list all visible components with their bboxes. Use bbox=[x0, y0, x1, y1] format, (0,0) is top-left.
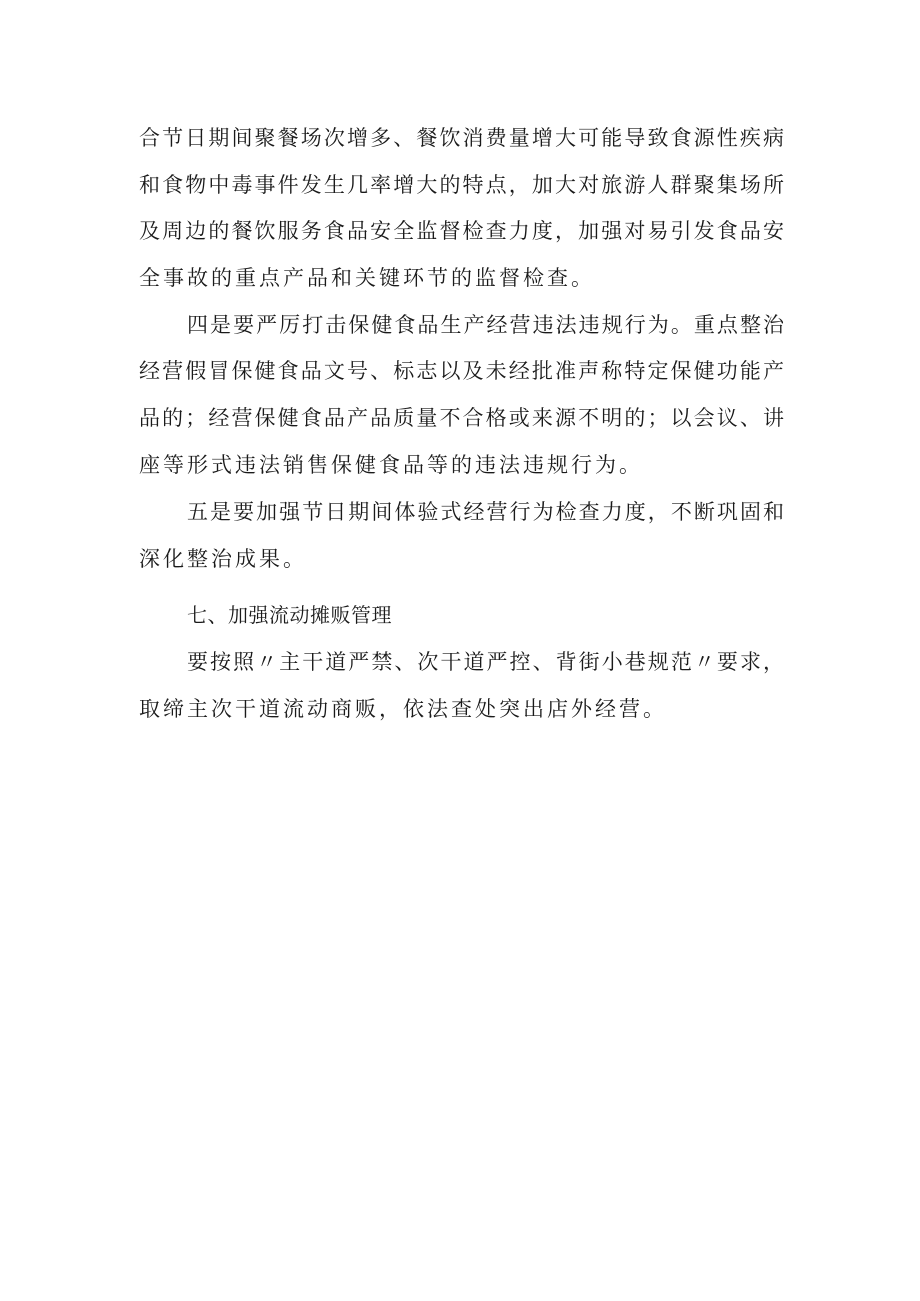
paragraph-line: 及周边的餐饮服务食品安全监督检查力度，加强对易引发食品安 bbox=[139, 219, 784, 243]
paragraph-line: 经营假冒保健食品文号、标志以及未经批准声称特定保健功能产 bbox=[139, 359, 784, 383]
paragraph-line: 取缔主次干道流动商贩，依法查处突出店外经营。 bbox=[139, 697, 667, 721]
paragraph-line: 五是要加强节日期间体验式经营行为检查力度，不断巩固和 bbox=[187, 500, 784, 524]
section-heading: 七、加强流动摊贩管理 bbox=[187, 603, 392, 627]
paragraph-line: 品的；经营保健食品产品质量不合格或来源不明的；以会议、讲 bbox=[139, 406, 784, 430]
paragraph-line: 合节日期间聚餐场次增多、餐饮消费量增大可能导致食源性疾病 bbox=[139, 126, 784, 150]
paragraph-line: 要按照〃主干道严禁、次干道严控、背街小巷规范〃要求， bbox=[187, 650, 784, 674]
paragraph-line: 座等形式违法销售保健食品等的违法违规行为。 bbox=[139, 453, 643, 477]
paragraph-line: 深化整治成果。 bbox=[139, 547, 307, 571]
paragraph-line: 四是要严厉打击保健食品生产经营违法违规行为。重点整治 bbox=[187, 313, 784, 337]
paragraph-line: 和食物中毒事件发生几率增大的特点，加大对旅游人群聚集场所 bbox=[139, 173, 784, 197]
paragraph-line: 全事故的重点产品和关键环节的监督检查。 bbox=[139, 266, 595, 290]
